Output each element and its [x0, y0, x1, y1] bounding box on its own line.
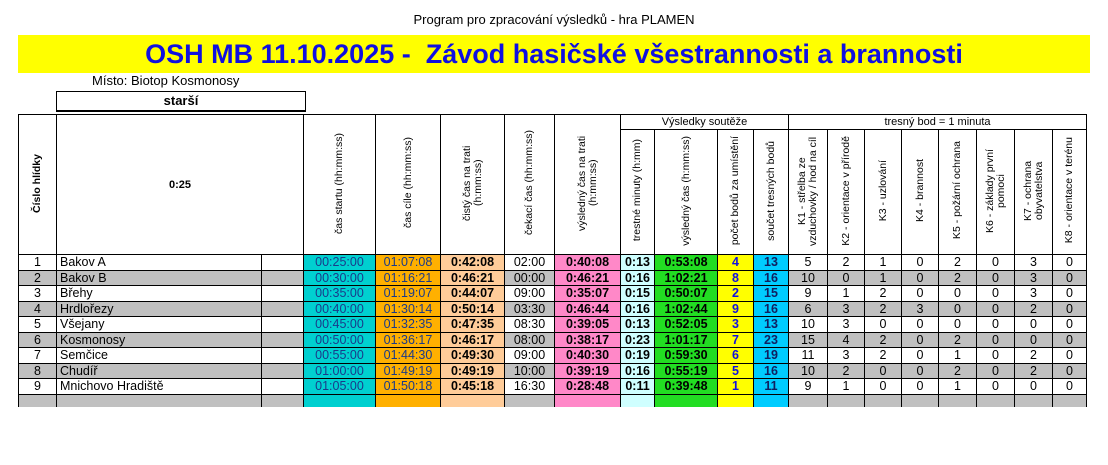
k1-points: 15: [789, 332, 828, 348]
place-points: 7: [718, 332, 754, 348]
empty-cell: [718, 394, 754, 407]
k8-points: 0: [1053, 332, 1087, 348]
k5-points: 2: [939, 255, 977, 271]
k3-points: 0: [865, 379, 902, 395]
team-number: 2: [19, 270, 57, 286]
place-points: 4: [718, 255, 754, 271]
empty-cell: [505, 394, 555, 407]
finish-time: 01:32:35: [376, 317, 441, 333]
empty-cell: [555, 394, 621, 407]
header-k6: K6 - základy první pomoci: [977, 130, 1015, 255]
k7-points: 0: [1015, 317, 1053, 333]
k3-points: 0: [865, 363, 902, 379]
place-points: 3: [718, 317, 754, 333]
team-number: 5: [19, 317, 57, 333]
clean-time: 0:50:14: [441, 301, 505, 317]
table-row: [19, 332, 1087, 348]
header-k4: K4 - brannost: [902, 130, 939, 255]
blank-cell: [262, 270, 304, 286]
start-time: 00:50:00: [304, 332, 376, 348]
penalty-minutes: 0:16: [621, 270, 655, 286]
track-result: 0:38:17: [555, 332, 621, 348]
blank-cell: [262, 332, 304, 348]
clean-time: 0:42:08: [441, 255, 505, 271]
k7-points: 2: [1015, 301, 1053, 317]
finish-time: 01:44:30: [376, 348, 441, 364]
k4-points: 0: [902, 317, 939, 333]
k7-points: 0: [1015, 379, 1053, 395]
empty-cell: [655, 394, 718, 407]
k6-points: 0: [977, 255, 1015, 271]
header-penalty-minutes: trestné minuty (h:mm): [621, 130, 655, 255]
empty-cell: [621, 394, 655, 407]
team-name: Semčice: [57, 348, 262, 364]
k2-points: 1: [828, 379, 865, 395]
k5-points: 2: [939, 270, 977, 286]
empty-cell: [902, 394, 939, 407]
start-time: 01:05:00: [304, 379, 376, 395]
result-time: 1:02:44: [655, 301, 718, 317]
start-time: 01:00:00: [304, 363, 376, 379]
wait-time: 02:00: [505, 255, 555, 271]
clean-time: 0:44:07: [441, 286, 505, 302]
k2-points: 1: [828, 286, 865, 302]
penalty-sum: 19: [754, 348, 789, 364]
blank-cell: [262, 255, 304, 271]
empty-cell: [789, 394, 828, 407]
wait-time: 09:00: [505, 286, 555, 302]
header-k5: K5 - požární ochrana: [939, 130, 977, 255]
k7-points: 2: [1015, 348, 1053, 364]
blank-cell: [262, 301, 304, 317]
k1-points: 10: [789, 270, 828, 286]
header-k7: K7 - ochrana obyvatelstva: [1015, 130, 1053, 255]
k3-points: 0: [865, 317, 902, 333]
team-name: Bakov B: [57, 270, 262, 286]
start-time: 00:45:00: [304, 317, 376, 333]
wait-time: 16:30: [505, 379, 555, 395]
start-time: 00:40:00: [304, 301, 376, 317]
k8-points: 0: [1053, 348, 1087, 364]
team-name: Bakov A: [57, 255, 262, 271]
team-name: Hrdlořezy: [57, 301, 262, 317]
track-result: 0:39:19: [555, 363, 621, 379]
finish-time: 01:07:08: [376, 255, 441, 271]
penalty-minutes: 0:16: [621, 363, 655, 379]
blank-cell: [262, 348, 304, 364]
team-name: Břehy: [57, 286, 262, 302]
empty-cell: [939, 394, 977, 407]
empty-cell: [441, 394, 505, 407]
team-number: 7: [19, 348, 57, 364]
wait-time: 08:00: [505, 332, 555, 348]
header-team-time: 0:25: [57, 115, 304, 255]
penalty-minutes: 0:15: [621, 286, 655, 302]
k5-points: 0: [939, 301, 977, 317]
k1-points: 9: [789, 379, 828, 395]
team-number: 4: [19, 301, 57, 317]
wait-time: 00:00: [505, 270, 555, 286]
table-row: [19, 255, 1087, 271]
k2-points: 4: [828, 332, 865, 348]
wait-time: 10:00: [505, 363, 555, 379]
clean-time: 0:47:35: [441, 317, 505, 333]
finish-time: 01:19:07: [376, 286, 441, 302]
k4-points: 0: [902, 379, 939, 395]
track-result: 0:40:30: [555, 348, 621, 364]
place-points: 8: [718, 270, 754, 286]
finish-time: 01:30:14: [376, 301, 441, 317]
penalty-sum: 23: [754, 332, 789, 348]
k3-points: 1: [865, 255, 902, 271]
place-points: 1: [718, 379, 754, 395]
k6-points: 0: [977, 270, 1015, 286]
clean-time: 0:49:19: [441, 363, 505, 379]
place-points: 6: [718, 348, 754, 364]
wait-time: 03:30: [505, 301, 555, 317]
wait-time: 09:00: [505, 348, 555, 364]
penalty-sum: 13: [754, 255, 789, 271]
k4-points: 0: [902, 270, 939, 286]
k1-points: 10: [789, 363, 828, 379]
place-points: 5: [718, 363, 754, 379]
result-time: 0:59:30: [655, 348, 718, 364]
k7-points: 3: [1015, 255, 1053, 271]
venue-label: Místo: Biotop Kosmonosy: [92, 73, 240, 88]
k5-points: 2: [939, 363, 977, 379]
k5-points: 0: [939, 286, 977, 302]
blank-cell: [262, 363, 304, 379]
finish-time: 01:36:17: [376, 332, 441, 348]
penalty-sum: 16: [754, 270, 789, 286]
k5-points: 0: [939, 317, 977, 333]
blank-cell: [262, 286, 304, 302]
header-start-time: čas startu (hh:mm:ss): [304, 115, 376, 255]
table-row: [19, 286, 1087, 302]
empty-cell: [1053, 394, 1087, 407]
results-table: [18, 114, 1087, 407]
k8-points: 0: [1053, 379, 1087, 395]
track-result: 0:46:21: [555, 270, 621, 286]
header-group-results: Výsledky soutěže: [621, 115, 789, 130]
team-name: Kosmonosy: [57, 332, 262, 348]
track-result: 0:40:08: [555, 255, 621, 271]
header-track-result: výsledný čas na trati (h:mm:ss): [555, 115, 621, 255]
k7-points: 0: [1015, 332, 1053, 348]
k7-points: 3: [1015, 270, 1053, 286]
k8-points: 0: [1053, 270, 1087, 286]
result-time: 0:39:48: [655, 379, 718, 395]
result-time: 1:02:21: [655, 270, 718, 286]
empty-cell: [19, 394, 57, 407]
k1-points: 10: [789, 317, 828, 333]
k6-points: 0: [977, 317, 1015, 333]
track-result: 0:28:48: [555, 379, 621, 395]
empty-cell: [376, 394, 441, 407]
header-penalty-sum: součet tresných bodů: [754, 130, 789, 255]
penalty-sum: 16: [754, 301, 789, 317]
empty-cell: [262, 394, 304, 407]
result-time: 0:55:19: [655, 363, 718, 379]
k4-points: 0: [902, 348, 939, 364]
clean-time: 0:46:21: [441, 270, 505, 286]
blank-cell: [262, 379, 304, 395]
k4-points: 0: [902, 332, 939, 348]
header-group-penalty: tresný bod = 1 minuta: [789, 115, 1087, 130]
k7-points: 2: [1015, 363, 1053, 379]
k8-points: 0: [1053, 317, 1087, 333]
result-time: 0:50:07: [655, 286, 718, 302]
table-row: [19, 317, 1087, 333]
header-k2: K2 - orientace v přírodě: [828, 130, 865, 255]
penalty-minutes: 0:19: [621, 348, 655, 364]
k3-points: 2: [865, 301, 902, 317]
penalty-minutes: 0:13: [621, 255, 655, 271]
team-number: 8: [19, 363, 57, 379]
clean-time: 0:45:18: [441, 379, 505, 395]
k1-points: 6: [789, 301, 828, 317]
k4-points: 3: [902, 301, 939, 317]
wait-time: 08:30: [505, 317, 555, 333]
header-team-number: Číslo hlídky: [19, 115, 57, 255]
table-row: [19, 348, 1087, 364]
k6-points: 0: [977, 332, 1015, 348]
penalty-sum: 15: [754, 286, 789, 302]
start-time: 00:55:00: [304, 348, 376, 364]
k1-points: 11: [789, 348, 828, 364]
finish-time: 01:16:21: [376, 270, 441, 286]
header-wait-time: čekací čas (hh:mm:ss): [505, 115, 555, 255]
header-clean-time: čistý čas na trati (h:mm:ss): [441, 115, 505, 255]
track-result: 0:35:07: [555, 286, 621, 302]
k4-points: 0: [902, 363, 939, 379]
header-place-points: počet bodů za umístění: [718, 130, 754, 255]
table-row: [19, 363, 1087, 379]
start-time: 00:35:00: [304, 286, 376, 302]
k2-points: 2: [828, 255, 865, 271]
header-finish-time: čas cíle (hh:mm:ss): [376, 115, 441, 255]
table-row: [19, 379, 1087, 395]
empty-cell: [1015, 394, 1053, 407]
start-time: 00:30:00: [304, 270, 376, 286]
k7-points: 3: [1015, 286, 1053, 302]
k2-points: 3: [828, 317, 865, 333]
result-time: 1:01:17: [655, 332, 718, 348]
k3-points: 2: [865, 332, 902, 348]
team-number: 3: [19, 286, 57, 302]
penalty-minutes: 0:11: [621, 379, 655, 395]
k2-points: 2: [828, 363, 865, 379]
k6-points: 0: [977, 301, 1015, 317]
place-points: 2: [718, 286, 754, 302]
k2-points: 3: [828, 301, 865, 317]
header-result-time: výsledný čas (h:mm:ss): [655, 130, 718, 255]
finish-time: 01:50:18: [376, 379, 441, 395]
k2-points: 3: [828, 348, 865, 364]
header-k8: K8 - orientace v terénu: [1053, 130, 1087, 255]
k4-points: 0: [902, 286, 939, 302]
empty-cell: [977, 394, 1015, 407]
empty-cell: [57, 394, 262, 407]
team-name: Mnichovo Hradiště: [57, 379, 262, 395]
k6-points: 0: [977, 286, 1015, 302]
penalty-minutes: 0:16: [621, 301, 655, 317]
penalty-sum: 11: [754, 379, 789, 395]
k8-points: 0: [1053, 363, 1087, 379]
clean-time: 0:49:30: [441, 348, 505, 364]
team-number: 9: [19, 379, 57, 395]
result-time: 0:52:05: [655, 317, 718, 333]
k5-points: 1: [939, 348, 977, 364]
empty-row: [19, 394, 1087, 407]
header-k1: K1 - střelba ze vzduchovky / hod na cíl: [789, 130, 828, 255]
k8-points: 0: [1053, 301, 1087, 317]
k3-points: 2: [865, 348, 902, 364]
empty-cell: [304, 394, 376, 407]
table-row: [19, 270, 1087, 286]
penalty-sum: 13: [754, 317, 789, 333]
k8-points: 0: [1053, 255, 1087, 271]
k3-points: 1: [865, 270, 902, 286]
header-k3: K3 - uzlování: [865, 130, 902, 255]
place-points: 9: [718, 301, 754, 317]
finish-time: 01:49:19: [376, 363, 441, 379]
team-number: 1: [19, 255, 57, 271]
k6-points: 0: [977, 348, 1015, 364]
k3-points: 2: [865, 286, 902, 302]
event-title-banner: OSH MB 11.10.2025 - Závod hasičské všestrannosti a brannosti: [18, 35, 1090, 73]
k6-points: 0: [977, 379, 1015, 395]
table-row: [19, 301, 1087, 317]
k4-points: 0: [902, 255, 939, 271]
empty-cell: [754, 394, 789, 407]
category-label: starší: [56, 91, 306, 112]
team-name: Všejany: [57, 317, 262, 333]
team-number: 6: [19, 332, 57, 348]
track-result: 0:39:05: [555, 317, 621, 333]
result-time: 0:53:08: [655, 255, 718, 271]
track-result: 0:46:44: [555, 301, 621, 317]
empty-cell: [865, 394, 902, 407]
penalty-sum: 16: [754, 363, 789, 379]
k2-points: 0: [828, 270, 865, 286]
team-name: Chudíř: [57, 363, 262, 379]
k5-points: 1: [939, 379, 977, 395]
program-caption: Program pro zpracování výsledků - hra PLAMEN: [413, 12, 695, 27]
k1-points: 5: [789, 255, 828, 271]
k5-points: 2: [939, 332, 977, 348]
k6-points: 0: [977, 363, 1015, 379]
k1-points: 9: [789, 286, 828, 302]
start-time: 00:25:00: [304, 255, 376, 271]
empty-cell: [828, 394, 865, 407]
penalty-minutes: 0:13: [621, 317, 655, 333]
clean-time: 0:46:17: [441, 332, 505, 348]
blank-cell: [262, 317, 304, 333]
results-body: [19, 255, 1087, 407]
k8-points: 0: [1053, 286, 1087, 302]
penalty-minutes: 0:23: [621, 332, 655, 348]
